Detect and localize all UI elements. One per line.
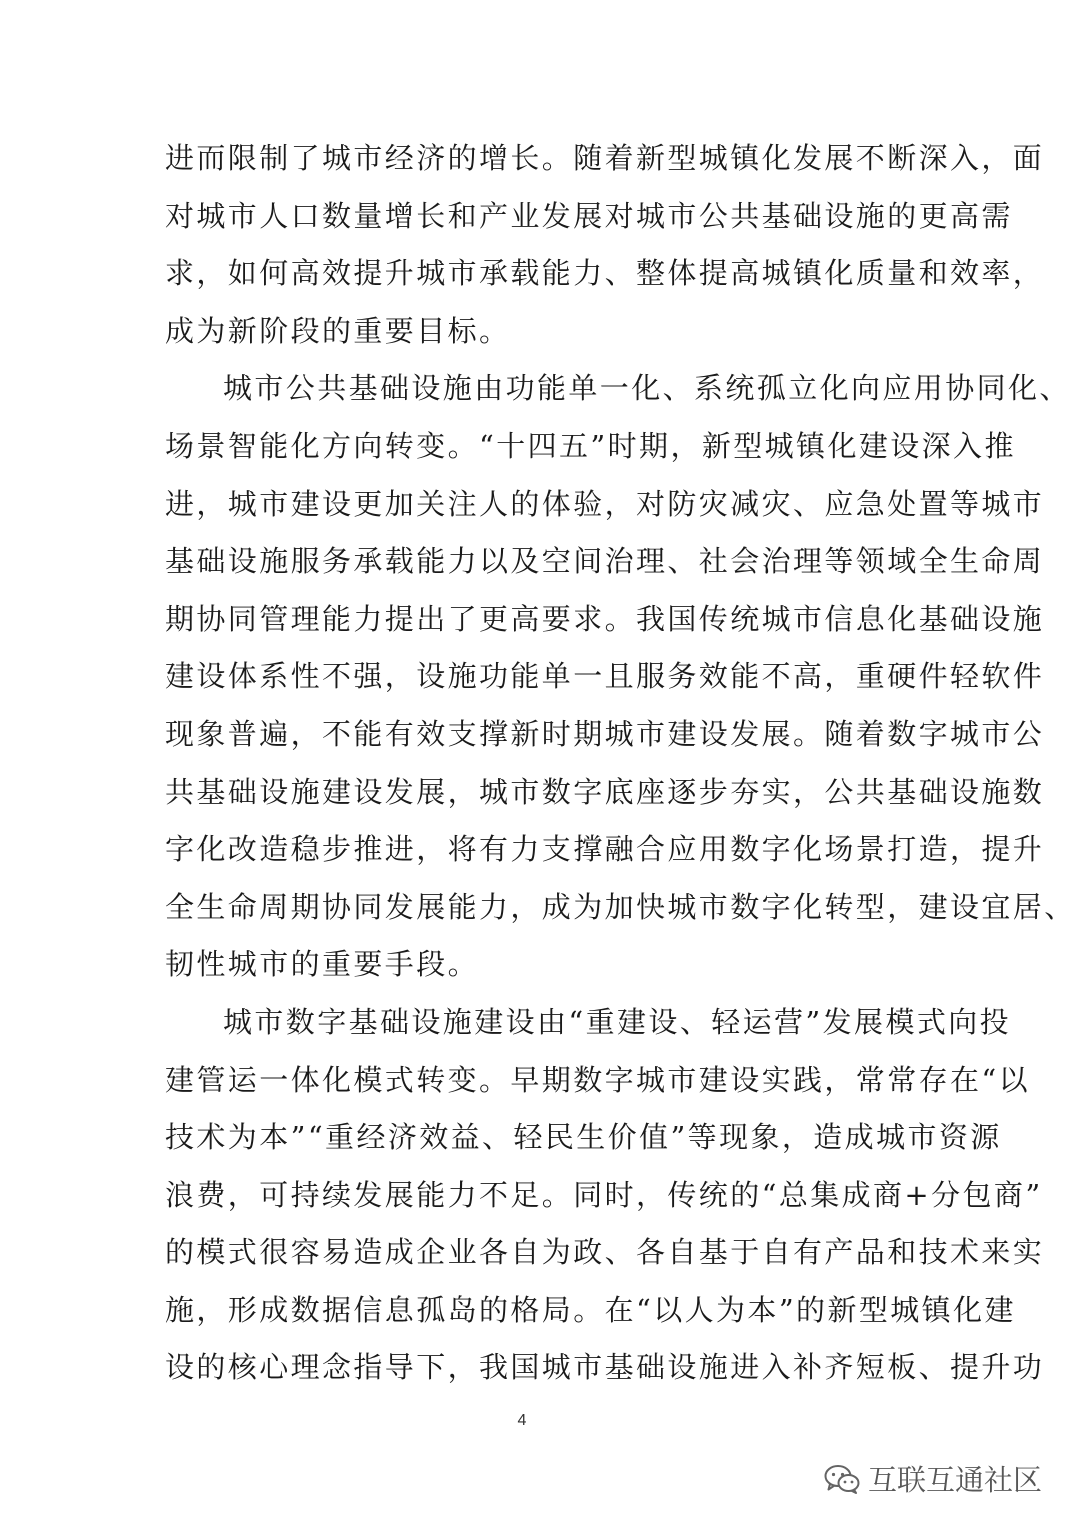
text-line: 进，城市建设更加关注人的体验，对防灾减灾、应急处置等城市 <box>165 486 1045 521</box>
text-line: 浪费，可持续发展能力不足。同时，传统的“总集成商+分包商” <box>165 1177 1043 1212</box>
paragraph <box>165 994 1045 1397</box>
page-number: 4 <box>517 1412 527 1429</box>
text-line: 建管运一体化模式转变。早期数字城市建设实践，常常存在“以 <box>165 1062 1031 1097</box>
text-line: 设的核心理念指导下，我国城市基础设施进入补齐短板、提升功 <box>165 1350 1045 1385</box>
text-line: 技术为本”“重经济效益、轻民生价值”等现象，造成城市资源 <box>165 1120 1002 1155</box>
text-line: 现象普遍，不能有效支撑新时期城市建设发展。随着数字城市公 <box>165 716 1045 751</box>
text-line: 基础设施服务承载能力以及空间治理、社会治理等领域全生命周 <box>165 544 1045 579</box>
text-line: 场景智能化方向转变。“十四五”时期，新型城镇化建设深入推 <box>165 428 1016 463</box>
text-line: 对城市人口数量增长和产业发展对城市公共基础设施的更高需 <box>165 198 1013 233</box>
text-line: 施，形成数据信息孤岛的格局。在“以人为本”的新型城镇化建 <box>165 1292 1016 1327</box>
text-line: 全生命周期协同发展能力，成为加快城市数字化转型，建设宜居、 <box>165 889 1076 924</box>
text-line: 的模式很容易造成企业各自为政、各自基于自有产品和技术来实 <box>165 1235 1045 1270</box>
text-line: 韧性城市的重要手段。 <box>165 947 480 982</box>
watermark <box>824 1458 1042 1499</box>
paragraph <box>165 130 1045 360</box>
text-line: 建设体系性不强，设施功能单一且服务效能不高，重硬件轻软件 <box>165 659 1045 694</box>
text-line: 城市数字基础设施建设由“重建设、轻运营”发展模式向投 <box>223 1004 1012 1039</box>
text-line: 字化改造稳步推进，将有力支撑融合应用数字化场景打造，提升 <box>165 832 1045 867</box>
wechat-icon <box>824 1464 860 1494</box>
text-line: 求，如何高效提升城市承载能力、整体提高城镇化质量和效率， <box>165 256 1045 291</box>
text-line: 共基础设施建设发展，城市数字底座逐步夯实，公共基础设施数 <box>165 774 1045 809</box>
text-line: 城市公共基础设施由功能单一化、系统孤立化向应用协同化、 <box>223 371 1071 406</box>
text-line: 期协同管理能力提出了更高要求。我国传统城市信息化基础设施 <box>165 601 1045 636</box>
document-body <box>165 130 1076 1397</box>
text-line: 成为新阶段的重要目标。 <box>165 313 511 348</box>
text-line: 进而限制了城市经济的增长。随着新型城镇化发展不断深入，面 <box>165 141 1045 175</box>
paragraph <box>165 360 1076 994</box>
watermark-text: 互联互通社区 <box>867 1463 1042 1497</box>
